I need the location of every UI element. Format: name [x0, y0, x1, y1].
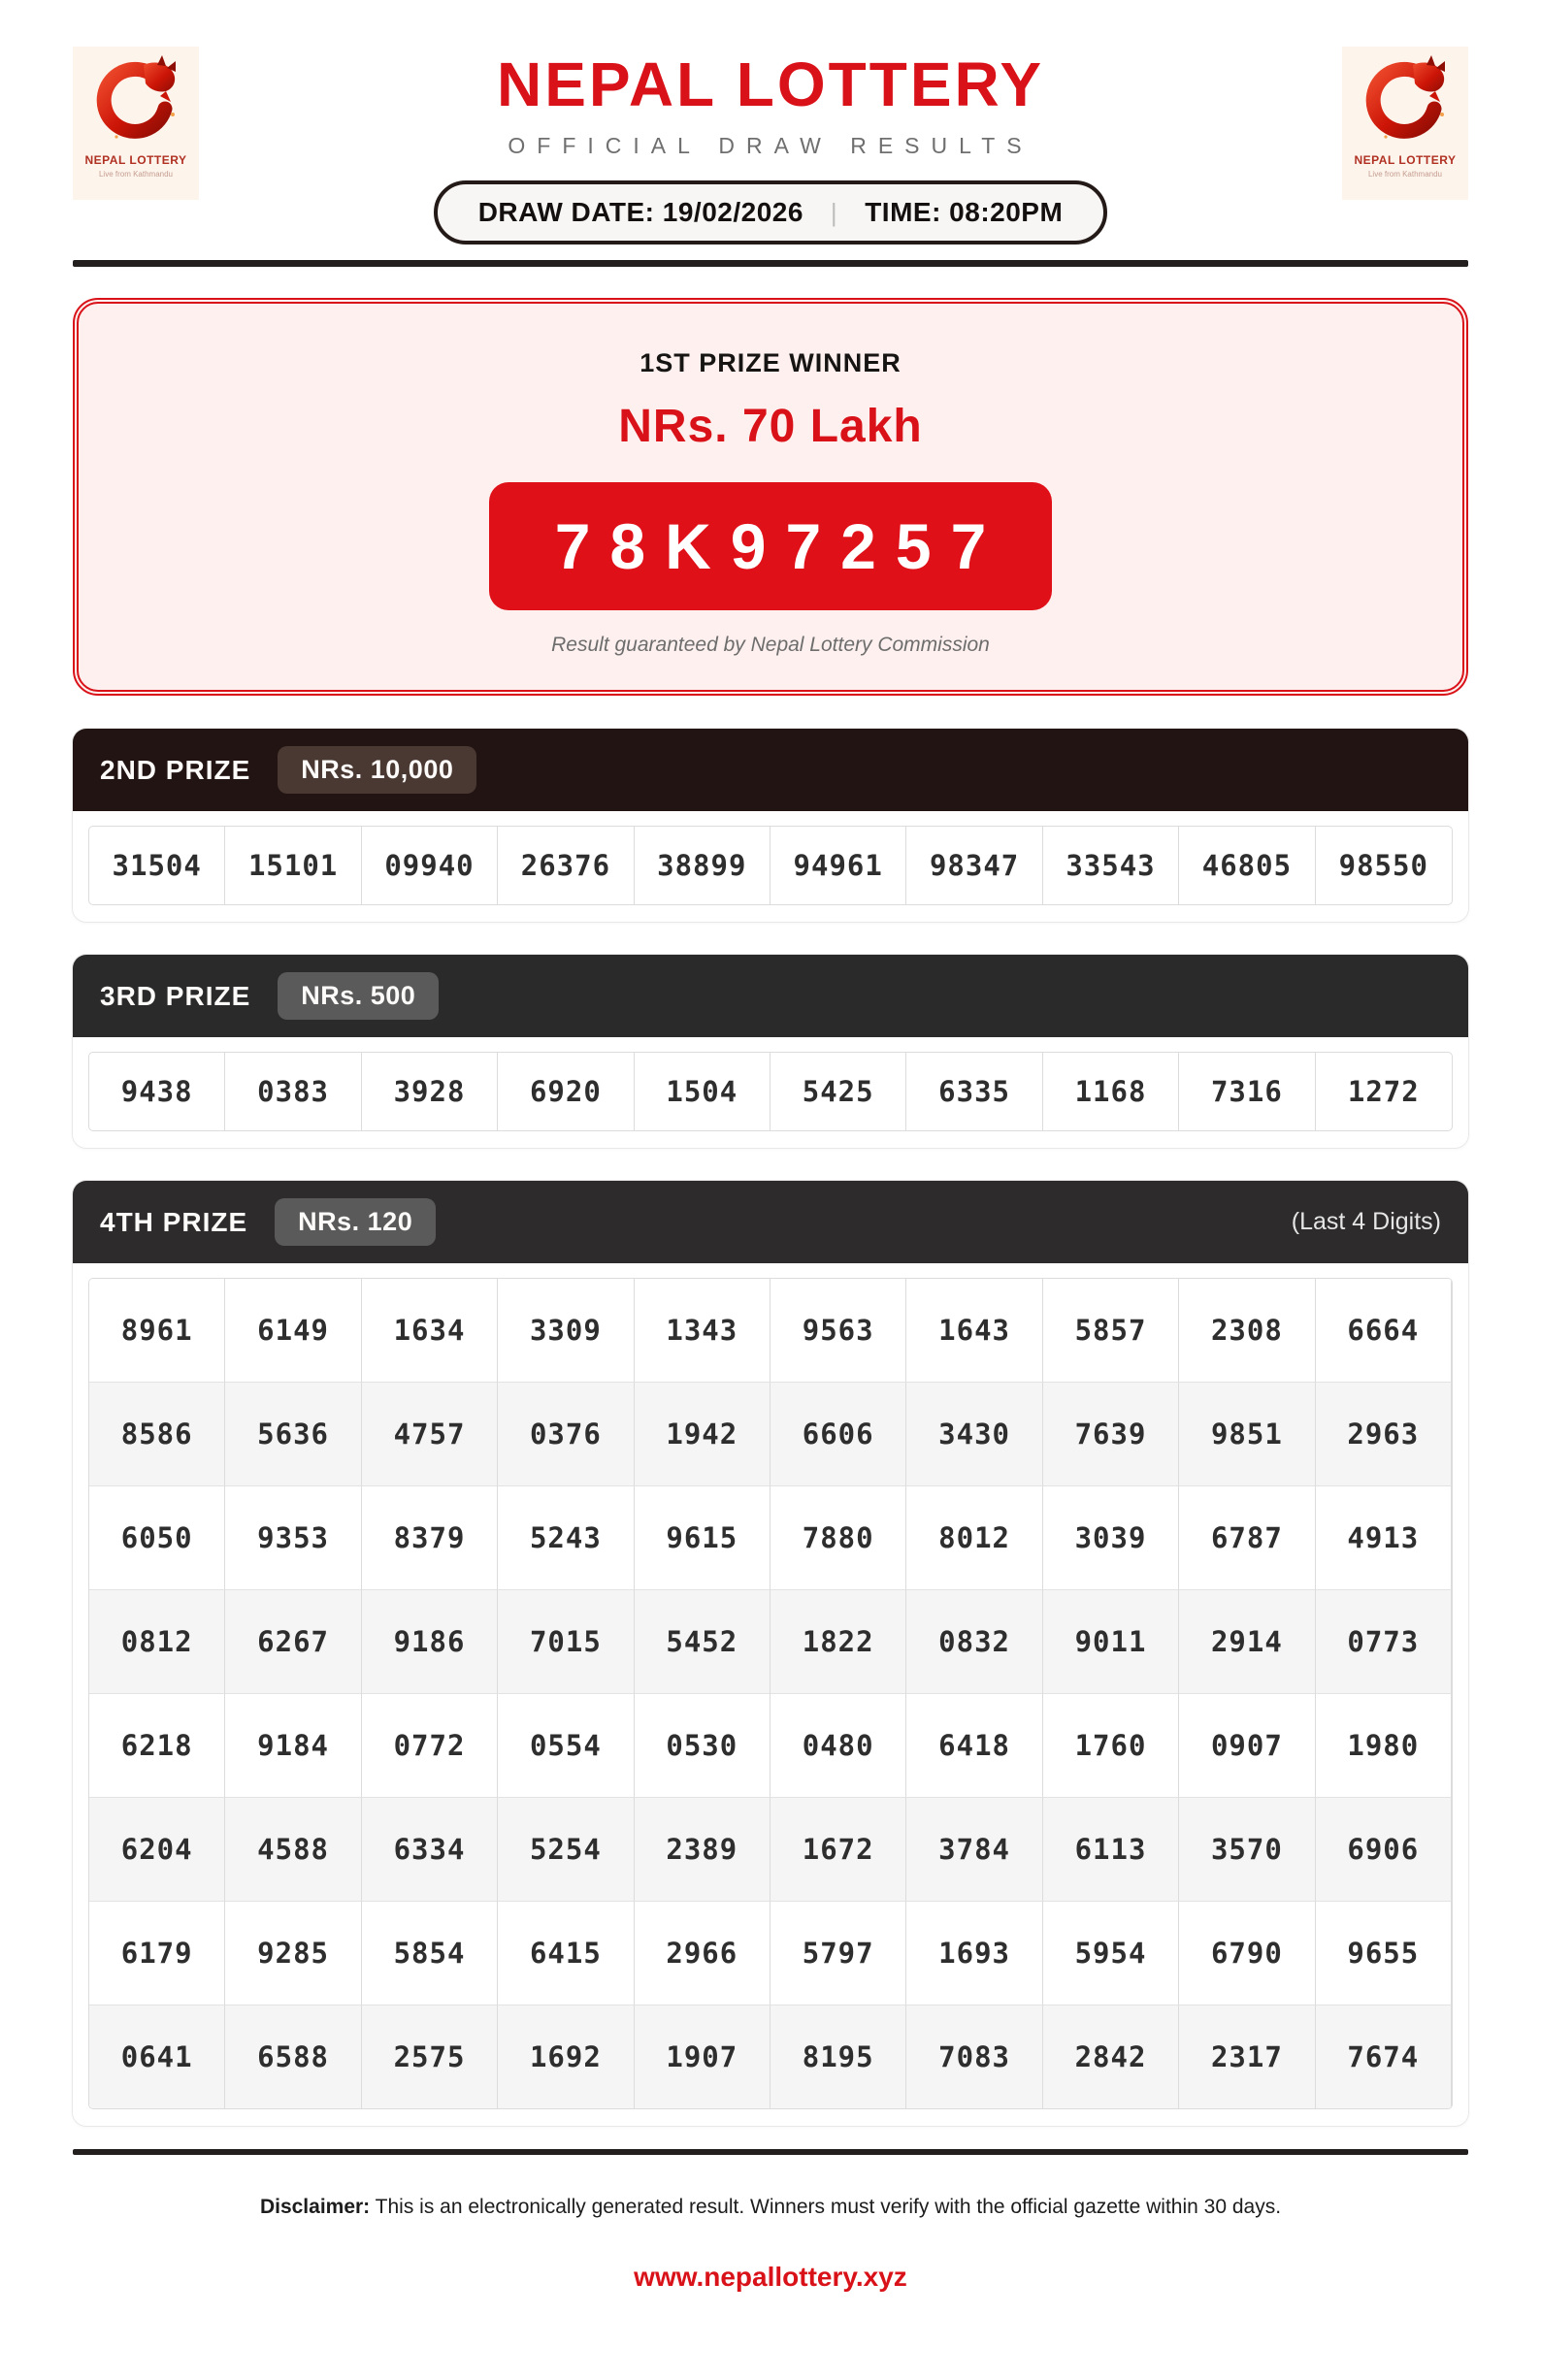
second-prize-number-row — [88, 826, 1453, 905]
number-cell: 9285 — [225, 1902, 361, 2005]
number-cell: 1822 — [770, 1590, 906, 1694]
number-cell: 38899 — [635, 827, 770, 904]
number-cell: 9851 — [1179, 1383, 1315, 1486]
number-cell: 6218 — [89, 1694, 225, 1798]
number-cell: 1693 — [906, 1902, 1042, 2005]
number-cell: 6787 — [1179, 1486, 1315, 1590]
logo-card-right — [1342, 47, 1468, 200]
second-prize-body — [73, 811, 1468, 922]
draw-date-label: DRAW DATE: 19/02/2026 — [477, 197, 803, 228]
number-cell: 5243 — [498, 1486, 634, 1590]
number-cell: 2317 — [1179, 2005, 1315, 2108]
number-cell: 8586 — [89, 1383, 225, 1486]
table-row — [89, 1486, 1452, 1590]
logo-card-left — [73, 47, 199, 200]
number-cell: 5452 — [635, 1590, 770, 1694]
number-cell: 0530 — [635, 1694, 770, 1798]
number-cell: 1272 — [1347, 1075, 1420, 1109]
table-row — [89, 1902, 1452, 2005]
page-title: NEPAL LOTTERY — [496, 49, 1045, 119]
third-prize-label: 3RD PRIZE — [100, 980, 251, 1011]
number-cell: 1907 — [635, 2005, 770, 2108]
number-cell: 2842 — [1043, 2005, 1179, 2108]
number-cell: 8961 — [89, 1279, 225, 1383]
table-row — [89, 1383, 1452, 1486]
number-cell: 6179 — [89, 1902, 225, 2005]
number-cell: 7674 — [1316, 2005, 1452, 2108]
number-cell: 0812 — [89, 1590, 225, 1694]
logo-title: NEPAL LOTTERY — [84, 153, 187, 167]
number-cell: 5636 — [225, 1383, 361, 1486]
draw-info-pill — [434, 180, 1108, 245]
number-cell: 6920 — [498, 1053, 634, 1130]
number-cell: 9655 — [1316, 1902, 1452, 2005]
number-cell: 33543 — [1043, 827, 1179, 904]
disclaimer — [73, 2196, 1468, 2219]
number-cell: 4757 — [362, 1383, 498, 1486]
number-cell: 98347 — [906, 827, 1042, 904]
page-subtitle: OFFICIAL DRAW RESULTS — [508, 133, 1033, 159]
number-cell: 1942 — [635, 1383, 770, 1486]
number-cell: 46805 — [1179, 827, 1315, 904]
number-cell: 2966 — [635, 1902, 770, 2005]
number-cell: 4588 — [225, 1798, 361, 1902]
header-center — [216, 47, 1325, 245]
number-cell: 0832 — [906, 1590, 1042, 1694]
second-prize-label: 2ND PRIZE — [100, 754, 251, 785]
number-cell: 1692 — [498, 2005, 634, 2108]
number-cell: 6050 — [89, 1486, 225, 1590]
third-prize-number-row — [88, 1052, 1453, 1131]
number-cell: 1643 — [906, 1279, 1042, 1383]
number-cell: 9184 — [225, 1694, 361, 1798]
number-cell: 6588 — [225, 2005, 361, 2108]
logo-title: NEPAL LOTTERY — [1354, 153, 1457, 167]
number-cell: 5857 — [1043, 1279, 1179, 1383]
number-cell: 26376 — [498, 827, 634, 904]
number-cell: 8379 — [362, 1486, 498, 1590]
number-cell: 31504 — [89, 827, 225, 904]
number-cell: 3928 — [362, 1053, 498, 1130]
number-cell: 3784 — [906, 1798, 1042, 1902]
fourth-prize-number-grid — [88, 1278, 1453, 2109]
number-cell: 0772 — [362, 1694, 498, 1798]
number-cell: 6906 — [1316, 1798, 1452, 1902]
number-cell: 6267 — [225, 1590, 361, 1694]
fourth-prize-body — [73, 1263, 1468, 2126]
number-cell: 0383 — [225, 1053, 361, 1130]
number-cell: 5254 — [498, 1798, 634, 1902]
number-cell: 2575 — [362, 2005, 498, 2108]
number-cell: 8195 — [770, 2005, 906, 2108]
number-cell: 9186 — [362, 1590, 498, 1694]
first-prize-amount: NRs. 70 Lakh — [618, 401, 923, 453]
number-cell: 7083 — [906, 2005, 1042, 2108]
number-cell: 1504 — [635, 1053, 770, 1130]
third-prize-section — [73, 955, 1468, 1148]
number-cell: 1634 — [362, 1279, 498, 1383]
number-cell: 0376 — [498, 1383, 634, 1486]
number-cell: 9615 — [635, 1486, 770, 1590]
number-cell: 6418 — [906, 1694, 1042, 1798]
header — [73, 47, 1468, 245]
number-cell: 98550 — [1338, 849, 1428, 883]
number-cell: 94961 — [770, 827, 906, 904]
website-link[interactable]: www.nepallottery.xyz — [634, 2262, 907, 2293]
number-cell: 2914 — [1179, 1590, 1315, 1694]
table-row — [89, 2005, 1452, 2108]
number-cell: 1672 — [770, 1798, 906, 1902]
third-prize-header — [73, 955, 1468, 1037]
table-row — [89, 1279, 1452, 1383]
number-cell: 0554 — [498, 1694, 634, 1798]
first-prize-section — [73, 298, 1468, 696]
draw-time-label: TIME: 08:20PM — [865, 197, 1064, 228]
number-cell: 3039 — [1043, 1486, 1179, 1590]
number-cell: 6149 — [225, 1279, 361, 1383]
third-prize-amount-badge: NRs. 500 — [278, 972, 439, 1020]
number-cell: 5854 — [362, 1902, 498, 2005]
number-cell: 7015 — [498, 1590, 634, 1694]
number-cell: 5954 — [1043, 1902, 1179, 2005]
number-cell: 6204 — [89, 1798, 225, 1902]
number-cell: 9563 — [770, 1279, 906, 1383]
fourth-prize-label: 4TH PRIZE — [100, 1206, 248, 1237]
footer — [73, 2196, 1468, 2293]
number-cell: 2308 — [1179, 1279, 1315, 1383]
dragon-ring-logo-icon — [1357, 54, 1454, 151]
fourth-prize-section — [73, 1181, 1468, 2126]
number-cell: 4913 — [1316, 1486, 1452, 1590]
number-cell: 6334 — [362, 1798, 498, 1902]
logo-tagline: Live from Kathmandu — [1367, 170, 1443, 179]
number-cell: 1980 — [1316, 1694, 1452, 1798]
number-cell: 3430 — [906, 1383, 1042, 1486]
first-prize-heading: 1ST PRIZE WINNER — [639, 348, 902, 378]
number-cell: 15101 — [225, 827, 361, 904]
number-cell: 1760 — [1043, 1694, 1179, 1798]
number-cell: 09940 — [362, 827, 498, 904]
table-row — [89, 1694, 1452, 1798]
number-cell: 2389 — [635, 1798, 770, 1902]
disclaimer-text: This is an electronically generated result. Winners must verify with the official gazette within 30 days. — [375, 2196, 1282, 2219]
number-cell: 6664 — [1316, 1279, 1452, 1383]
number-cell: 3570 — [1179, 1798, 1315, 1902]
logo-tagline: Live from Kathmandu — [98, 170, 174, 179]
fourth-prize-note: (Last 4 Digits) — [1291, 1208, 1441, 1236]
number-cell: 9011 — [1043, 1590, 1179, 1694]
first-prize-number: 78K97257 — [489, 482, 1053, 610]
number-cell: 2963 — [1316, 1383, 1452, 1486]
number-cell: 9438 — [89, 1053, 225, 1130]
dragon-ring-logo-icon — [87, 54, 184, 151]
fourth-prize-header — [73, 1181, 1468, 1263]
header-divider — [73, 260, 1468, 267]
third-prize-body — [73, 1037, 1468, 1148]
fourth-prize-amount-badge: NRs. 120 — [275, 1198, 436, 1246]
number-cell: 5797 — [770, 1902, 906, 2005]
number-cell: 0480 — [770, 1694, 906, 1798]
number-cell: 9353 — [225, 1486, 361, 1590]
number-cell: 6606 — [770, 1383, 906, 1486]
second-prize-section — [73, 729, 1468, 922]
pill-separator: | — [830, 197, 838, 227]
number-cell: 7880 — [770, 1486, 906, 1590]
table-row — [89, 1590, 1452, 1694]
disclaimer-label: Disclaimer: — [259, 2196, 371, 2219]
number-cell: 6113 — [1043, 1798, 1179, 1902]
number-cell: 0773 — [1316, 1590, 1452, 1694]
number-cell: 3309 — [498, 1279, 634, 1383]
table-row — [89, 1798, 1452, 1902]
second-prize-amount-badge: NRs. 10,000 — [278, 746, 476, 794]
number-cell: 0907 — [1179, 1694, 1315, 1798]
number-cell: 6790 — [1179, 1902, 1315, 2005]
number-cell: 6335 — [906, 1053, 1042, 1130]
second-prize-header — [73, 729, 1468, 811]
number-cell: 1343 — [635, 1279, 770, 1383]
number-cell: 0641 — [89, 2005, 225, 2108]
number-cell: 6415 — [498, 1902, 634, 2005]
number-cell: 5425 — [770, 1053, 906, 1130]
number-cell: 1168 — [1043, 1053, 1179, 1130]
first-prize-note: Result guaranteed by Nepal Lottery Commission — [551, 634, 990, 657]
number-cell: 7639 — [1043, 1383, 1179, 1486]
number-cell: 7316 — [1179, 1053, 1315, 1130]
number-cell: 8012 — [906, 1486, 1042, 1590]
footer-divider — [73, 2149, 1468, 2155]
